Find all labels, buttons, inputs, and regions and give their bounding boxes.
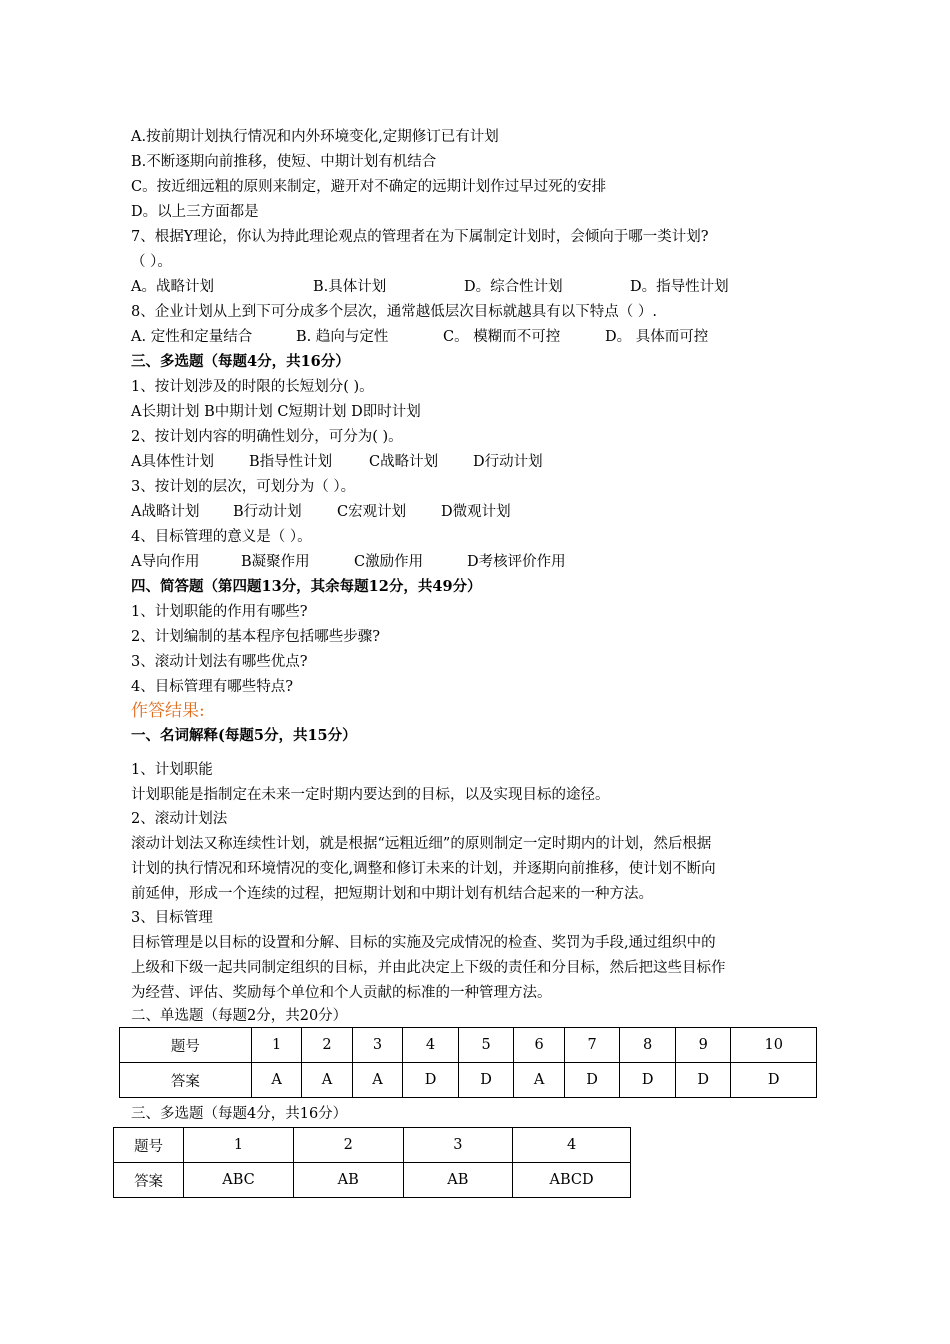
table-cell: 4 <box>513 1128 631 1163</box>
s3-q3-option: A战略计划 <box>131 504 200 520</box>
s3-q3-option: C宏观计划 <box>337 504 407 520</box>
s3-q4-option: A导向作用 <box>131 554 200 570</box>
term2-body-line: 前延伸，形成一个连续的过程，把短期计划和中期计划有机结合起来的一种方法。 <box>131 886 653 902</box>
s3-q2-option: C战略计划 <box>369 454 439 470</box>
table-cell: D <box>731 1063 817 1098</box>
table-cell: 8 <box>620 1028 676 1063</box>
table-cell: 6 <box>514 1028 564 1063</box>
single-choice-answer-table <box>119 1027 817 1098</box>
q7-blank: （ ）。 <box>131 254 172 270</box>
table-header-cell: 答案 <box>114 1163 184 1198</box>
term3-body-line: 目标管理是以目标的设置和分解、目标的实施及完成情况的检查、奖罚为手段,通过组织中的 <box>131 935 716 951</box>
table-row <box>120 1063 817 1098</box>
multiple-choice-answer-table <box>113 1127 631 1198</box>
q7-option: D。指导性计划 <box>630 279 729 295</box>
q8-options <box>131 327 708 347</box>
table-cell: A <box>251 1063 301 1098</box>
q8-stem: 8、企业计划从上到下可分成多个层次，通常越低层次目标就越具有以下特点（ ）. <box>131 304 657 320</box>
table-cell: 1 <box>251 1028 301 1063</box>
table-cell: 2 <box>302 1028 352 1063</box>
s3-q4-options <box>131 552 566 572</box>
table-cell: A <box>352 1063 402 1098</box>
q8-option: A. 定性和定量结合 <box>131 329 253 345</box>
term3-body-line: 为经营、评估、奖励每个单位和个人贡献的标准的一种管理方法。 <box>131 985 552 1001</box>
section4-heading: 四、简答题（第四题13分，其余每题12分，共49分） <box>131 578 482 595</box>
section3-heading: 三、多选题（每题4分，共16分） <box>131 353 350 370</box>
answers-section2-heading: 二、单选题（每题2分，共20分） <box>131 1008 348 1024</box>
answers-section1-heading: 一、名词解释(每题5分，共15分） <box>131 727 357 744</box>
q8-option: C。 模糊而不可控 <box>443 329 561 345</box>
q8-option: D。 具体而可控 <box>605 329 709 345</box>
term1-body: 计划职能是指制定在未来一定时期内要达到的目标，以及实现目标的途径。 <box>131 787 610 803</box>
q6-option-d: D。以上三方面都是 <box>131 204 259 220</box>
s3-q3-stem: 3、按计划的层次，可划分为（ ）。 <box>131 479 356 495</box>
table-row <box>114 1163 631 1198</box>
q6-option-c: C。按近细远粗的原则来制定，避开对不确定的远期计划作过早过死的安排 <box>131 179 607 195</box>
s3-q2-options <box>131 452 543 472</box>
table-cell: 7 <box>564 1028 620 1063</box>
table-header-cell: 答案 <box>120 1063 252 1098</box>
table-header-cell: 题号 <box>114 1128 184 1163</box>
table-row <box>120 1028 817 1063</box>
s3-q3-options <box>131 502 511 522</box>
term3-body-line: 上级和下级一起共同制定组织的目标，并由此决定上下级的责任和分目标，然后把这些目标作 <box>131 960 726 976</box>
s3-q1-option: B中期计划 <box>204 404 273 420</box>
table-row <box>114 1128 631 1163</box>
term2-body-line: 计划的执行情况和环境情况的变化,调整和修订未来的计划，并逐期向前推移，使计划不断向 <box>131 861 716 877</box>
q7-option: D。综合性计划 <box>464 279 563 295</box>
term2-title: 2、滚动计划法 <box>131 811 228 827</box>
s3-q4-option: D考核评价作用 <box>467 554 566 570</box>
table-cell: 9 <box>675 1028 731 1063</box>
table-cell: 1 <box>184 1128 294 1163</box>
s3-q2-option: B指导性计划 <box>249 454 333 470</box>
table-cell: 2 <box>293 1128 403 1163</box>
table-cell: 3 <box>403 1128 513 1163</box>
s3-q4-stem: 4、目标管理的意义是（ ）。 <box>131 529 312 545</box>
term2-body-line: 滚动计划法又称连续性计划，就是根据“远粗近细”的原则制定一定时期内的计划，然后根据 <box>131 836 712 852</box>
answers-section3-heading: 三、多选题（每题4分，共16分） <box>131 1106 348 1122</box>
s3-q4-option: C激励作用 <box>354 554 424 570</box>
s3-q2-option: D行动计划 <box>473 454 543 470</box>
s3-q4-option: B凝聚作用 <box>241 554 310 570</box>
q6-option-a: A.按前期计划执行情况和内外环境变化,定期修订已有计划 <box>131 129 499 145</box>
table-cell: ABCD <box>513 1163 631 1198</box>
table-cell: 5 <box>458 1028 514 1063</box>
s4-item: 1、计划职能的作用有哪些? <box>131 604 308 620</box>
table-cell: ABC <box>184 1163 294 1198</box>
s3-q1-option: C短期计划 <box>277 404 347 420</box>
s3-q2-stem: 2、按计划内容的明确性划分，可分为( )。 <box>131 429 403 445</box>
q7-options <box>131 277 729 297</box>
table-cell: AB <box>403 1163 513 1198</box>
table-cell: A <box>302 1063 352 1098</box>
q7-option: A。战略计划 <box>131 279 214 295</box>
answers-title: 作答结果: <box>131 701 205 721</box>
table-cell: A <box>514 1063 564 1098</box>
s3-q3-option: D微观计划 <box>441 504 511 520</box>
table-cell: 4 <box>403 1028 459 1063</box>
s3-q3-option: B行动计划 <box>233 504 302 520</box>
table-cell: D <box>675 1063 731 1098</box>
table-cell: D <box>564 1063 620 1098</box>
q7-option: B.具体计划 <box>313 279 387 295</box>
table-cell: 10 <box>731 1028 817 1063</box>
s4-item: 4、目标管理有哪些特点? <box>131 679 293 695</box>
table-cell: D <box>620 1063 676 1098</box>
s3-q1-option: D即时计划 <box>351 404 421 420</box>
q7-stem: 7、根据Y理论，你认为持此理论观点的管理者在为下属制定计划时，会倾向于哪一类计划? <box>131 229 709 245</box>
table-cell: D <box>403 1063 459 1098</box>
s3-q2-option: A具体性计划 <box>131 454 214 470</box>
table-cell: D <box>458 1063 514 1098</box>
s3-q1-stem: 1、按计划涉及的时限的长短划分( )。 <box>131 379 374 395</box>
term3-title: 3、目标管理 <box>131 910 213 926</box>
term1-title: 1、计划职能 <box>131 762 213 778</box>
s3-q1-options <box>131 402 421 422</box>
s4-item: 2、计划编制的基本程序包括哪些步骤? <box>131 629 380 645</box>
table-header-cell: 题号 <box>120 1028 252 1063</box>
s3-q1-option: A长期计划 <box>131 404 200 420</box>
q8-option: B. 趋向与定性 <box>296 329 389 345</box>
table-cell: 3 <box>352 1028 402 1063</box>
s4-item: 3、滚动计划法有哪些优点? <box>131 654 308 670</box>
table-cell: AB <box>293 1163 403 1198</box>
q6-option-b: B.不断逐期向前推移，使短、中期计划有机结合 <box>131 154 437 170</box>
